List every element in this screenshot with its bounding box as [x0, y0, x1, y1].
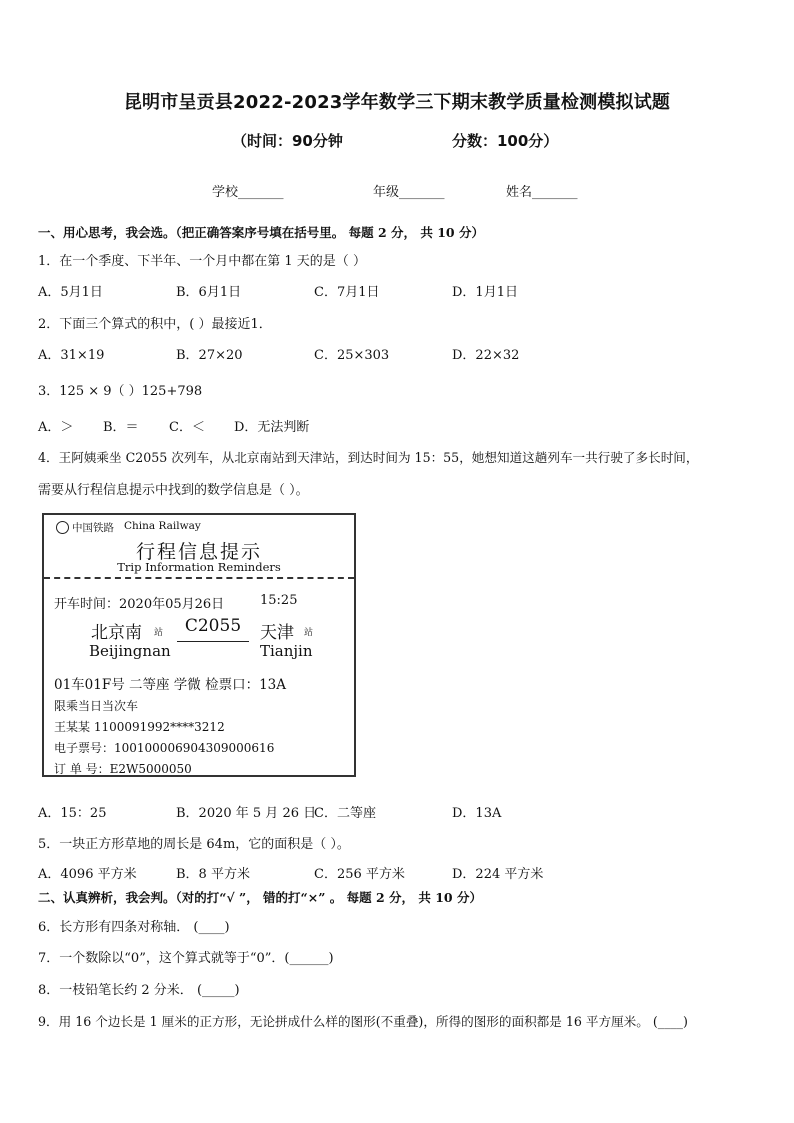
- ticket-from-suffix: 站: [154, 628, 164, 638]
- q4-option-c: C．二等座: [314, 806, 376, 821]
- question-5: 5．一块正方形草地的周长是 64m，它的面积是（ ）。: [38, 837, 350, 852]
- ticket-depart-time: 15:25: [260, 593, 298, 608]
- section-2-heading: 二、认真辨析，我会判。（对的打“√ ”， 错的打“×” 。 每题 2 分， 共 10 分）: [38, 890, 482, 905]
- exam-title: 昆明市呈贡县2022-2023学年数学三下期末教学质量检测模拟试题: [123, 92, 671, 113]
- ticket-train-number: C2055: [184, 616, 242, 636]
- ticket-brand-en: China Railway: [124, 520, 201, 532]
- question-9: 9．用 16 个边长是 1 厘米的正方形，无论拼成什么样的图形(不重叠)，所得的图形的面积都是 16 平方厘米。 (____): [38, 1014, 688, 1029]
- exam-score: 分数：100分）: [452, 132, 559, 150]
- ticket-title-cn: 行程信息提示: [135, 541, 262, 563]
- trip-info-ticket: [42, 513, 356, 777]
- ticket-to-station: 天津: [260, 623, 294, 643]
- grade-field: 年级_______: [373, 185, 445, 200]
- q1-option-a: A．5月1日: [38, 285, 103, 300]
- q2-option-c: C．25×303: [314, 348, 390, 363]
- question-4-line-1: 4．王阿姨乘坐 C2055 次列车，从北京南站到天津站，到达时间为 15：55，她想知道这趟列车一共行驶了多长时间，: [38, 450, 699, 465]
- question-1: 1．在一个季度、下半年、一个月中都在第 1 天的是（ ）: [38, 254, 366, 269]
- name-field: 姓名_______: [506, 185, 578, 200]
- q5-option-c: C．256 平方米: [314, 867, 405, 882]
- q1-option-b: B．6月1日: [176, 285, 242, 300]
- ticket-from-station: 北京南: [91, 623, 142, 643]
- q2-option-d: D．22×32: [452, 348, 520, 363]
- ticket-brand-cn: 中国铁路: [72, 522, 114, 534]
- ticket-to-suffix: 站: [304, 628, 314, 638]
- ticket-passenger: 王某某 1100091992****3212: [54, 720, 225, 734]
- ticket-eticket: 电子票号：10010000690430900061​6: [54, 741, 275, 755]
- question-8: 8．一枝铅笔长约 2 分米． (_____): [38, 983, 240, 998]
- q4-option-a: A．15：25: [38, 806, 107, 821]
- q3-option-b: B．＝: [103, 420, 139, 435]
- question-6: 6．长方形有四条对称轴． (____): [38, 920, 230, 935]
- q3-option-d: D．无法判断: [234, 420, 310, 435]
- ticket-depart-date: 开车时间：2020年05月26日: [54, 597, 225, 612]
- question-4-line-2: 需要从行程信息提示中找到的数学信息是（ ）。: [38, 483, 309, 498]
- ticket-divider: [44, 577, 354, 579]
- question-2: 2．下面三个算式的积中，( ）最接近1．: [38, 317, 272, 332]
- ticket-to-en: Tianjin: [260, 642, 313, 660]
- q5-option-d: D．224 平方米: [452, 867, 544, 882]
- ticket-limit: 限乘当日当次车: [54, 699, 139, 713]
- question-3: 3．125 × 9（ ）125+798: [38, 384, 203, 399]
- ticket-from-en: Beijingnan: [89, 642, 171, 660]
- q5-option-a: A．4096 平方米: [38, 867, 137, 882]
- q3-option-c: C．＜: [169, 420, 205, 435]
- q4-option-b: B．2020 年 5 月 26 日: [176, 806, 317, 821]
- ticket-title-en: Trip Information Reminders: [117, 560, 281, 574]
- ticket-order: 订 单 号：E2W5000050: [54, 762, 192, 776]
- q4-option-d: D．13A: [452, 806, 502, 821]
- q2-option-b: B．27×20: [176, 348, 243, 363]
- exam-time: （时间：90分钟: [232, 132, 343, 150]
- q5-option-b: B．8 平方米: [176, 867, 250, 882]
- q1-option-c: C．7月1日: [314, 285, 380, 300]
- china-railway-logo-icon: [56, 521, 69, 534]
- q1-option-d: D．1月1日: [452, 285, 518, 300]
- q3-option-a: A．＞: [38, 420, 74, 435]
- question-7: 7．一个数除以“0”，这个算式就等于“0”．(______): [38, 951, 334, 966]
- school-field: 学校_______: [212, 185, 284, 200]
- ticket-seat-line: 01车01F号 二等座 学微 检票口：13A: [54, 677, 287, 693]
- section-1-heading: 一、用心思考，我会选。（把正确答案序号填在括号里。 每题 2 分， 共 10 分）: [38, 225, 484, 240]
- q2-option-a: A．31×19: [38, 348, 105, 363]
